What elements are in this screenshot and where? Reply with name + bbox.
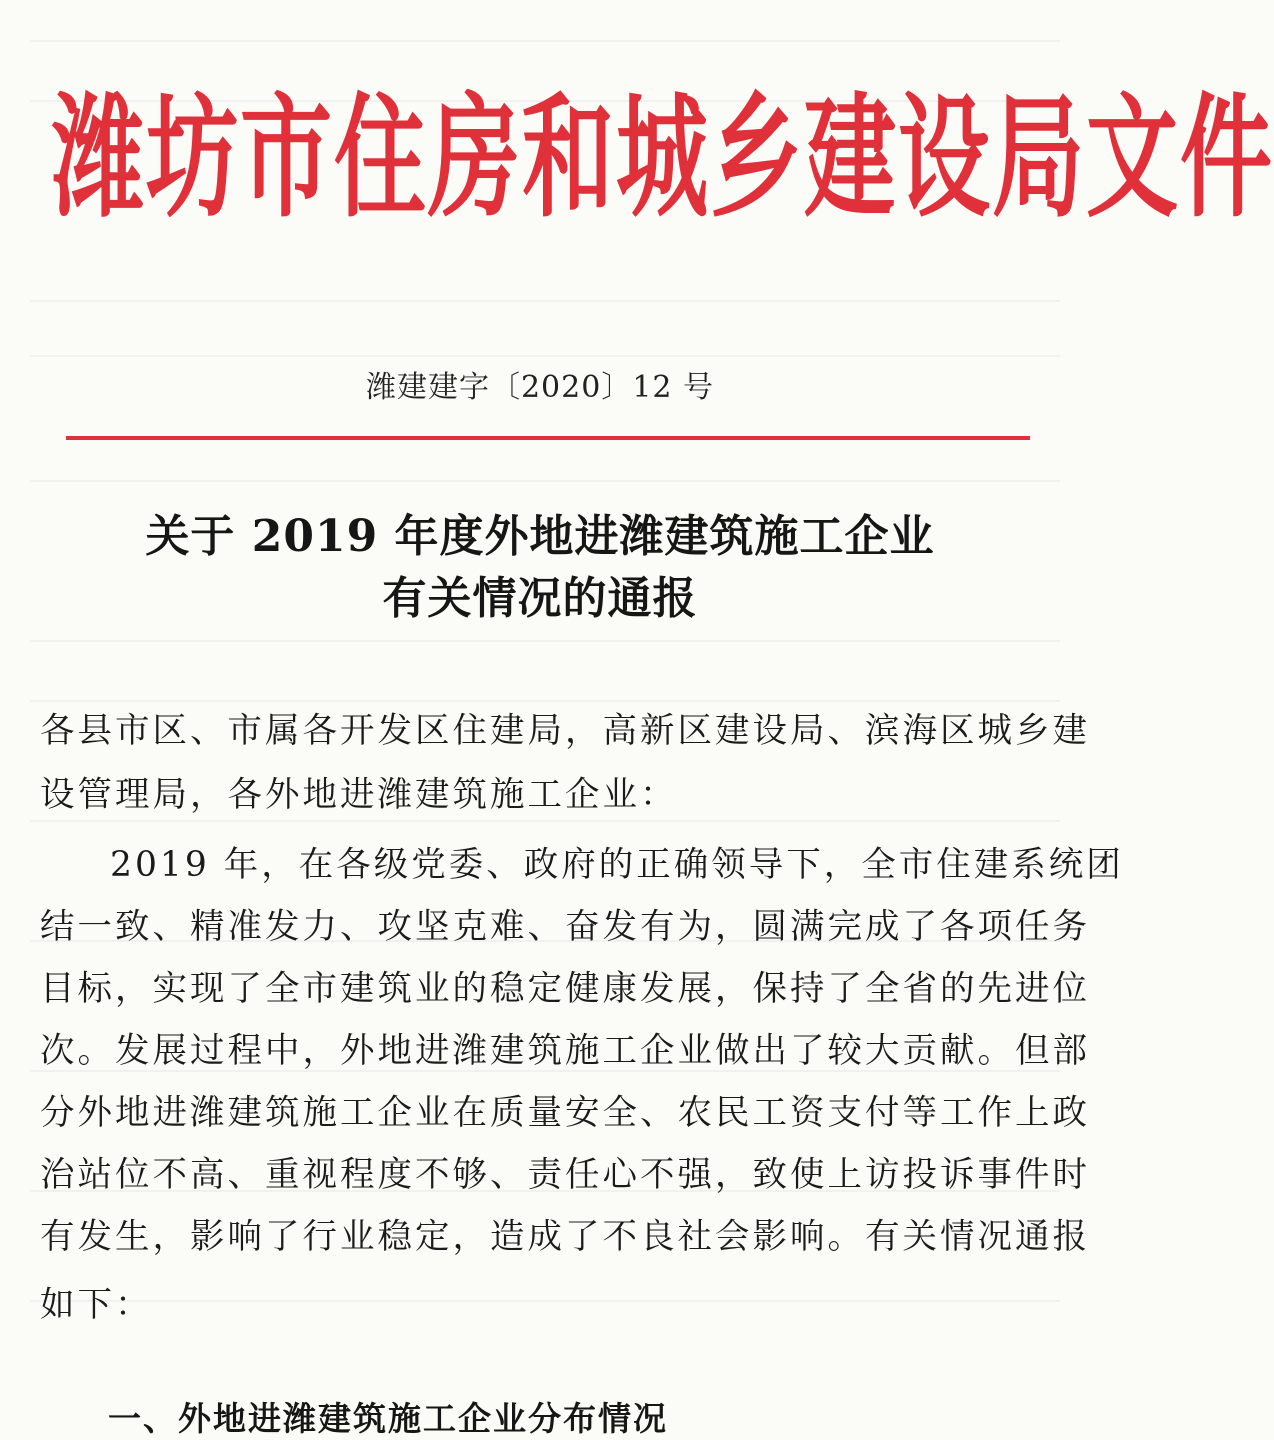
paragraph-line: 有发生，影响了行业稳定，造成了不良社会影响。有关情况通报: [40, 1217, 1090, 1257]
paragraph-line: 如下：: [40, 1285, 153, 1325]
document-title-line-1: 关于 2019 年度外地进潍建筑施工企业: [145, 511, 935, 562]
bleed-through-line: [30, 820, 1060, 822]
document-title-line-2: 有关情况的通报: [382, 573, 698, 624]
bleed-through-line: [30, 480, 1060, 482]
red-divider-rule: [66, 436, 1030, 440]
paragraph-line: 次。发展过程中，外地进潍建筑施工企业做出了较大贡献。但部: [40, 1031, 1090, 1071]
bleed-through-line: [30, 640, 1060, 642]
section-heading: 一、外地进潍建筑施工企业分布情况: [108, 1399, 668, 1438]
paragraph-line: 分外地进潍建筑施工企业在质量安全、农民工资支付等工作上政: [40, 1093, 1090, 1133]
issuer-header-title: 潍坊市住房和城乡建设局文件: [52, 80, 1274, 236]
paragraph-line: 结一致、精准发力、攻坚克难、奋发有为，圆满完成了各项任务: [40, 907, 1090, 947]
addressee-line: 设管理局，各外地进潍建筑施工企业：: [40, 775, 678, 815]
bleed-through-line: [30, 300, 1060, 302]
paragraph-line: 2019 年，在各级党委、政府的正确领导下，全市住建系统团: [110, 845, 1124, 885]
paragraph-line: 目标，实现了全市建筑业的稳定健康发展，保持了全省的先进位: [40, 969, 1090, 1009]
document-number: 潍建建字〔2020〕12 号: [365, 370, 715, 405]
bleed-through-line: [30, 355, 1060, 357]
addressee-line: 各县市区、市属各开发区住建局，高新区建设局、滨海区城乡建: [40, 711, 1090, 751]
paragraph-line: 治站位不高、重视程度不够、责任心不强，致使上访投诉事件时: [40, 1155, 1090, 1195]
